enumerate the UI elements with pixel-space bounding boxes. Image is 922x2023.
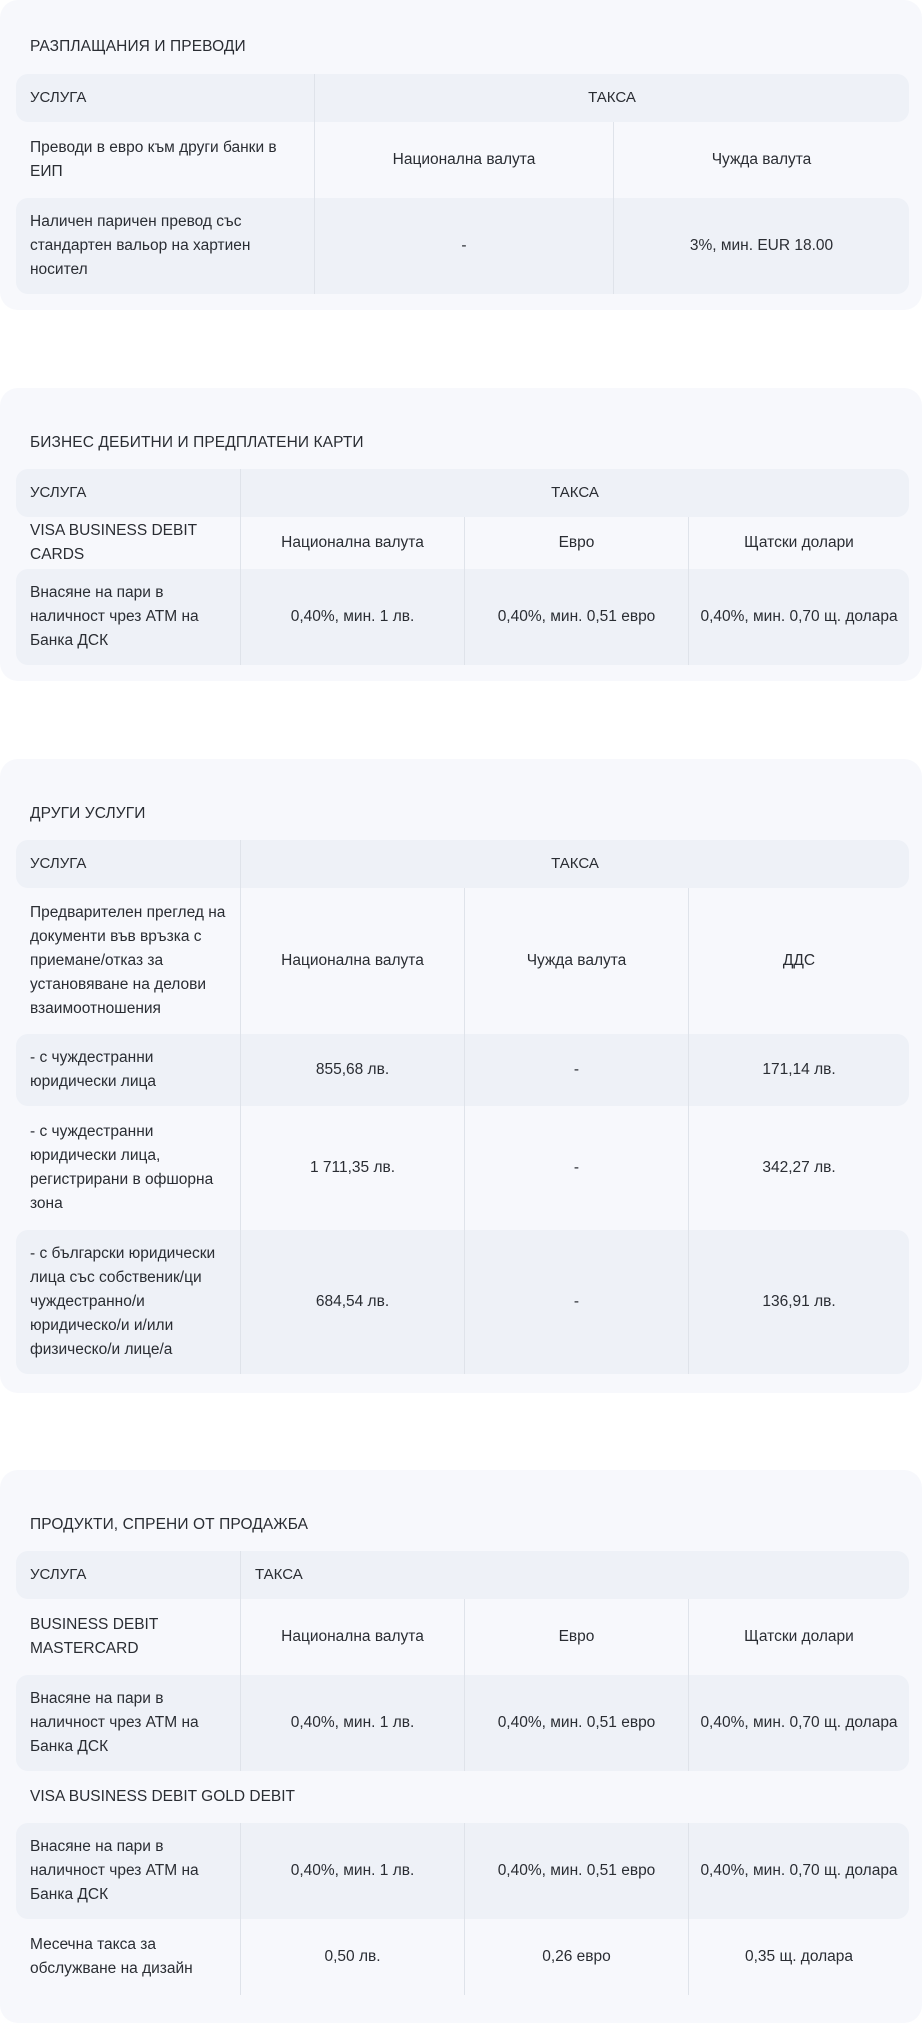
row-service: Наличен паричен превод със стандартен вальор на хартиен носител	[16, 198, 314, 294]
table-row	[16, 1230, 909, 1374]
row-service: Внасяне на пари в наличност чрез АТМ на Банка ДСК	[16, 1675, 240, 1771]
row-value: 0,40%, мин. 1 лв.	[240, 1823, 464, 1919]
row-value: -	[314, 198, 613, 294]
table-row	[16, 1599, 909, 1675]
header-service: УСЛУГА	[16, 840, 240, 888]
table-row	[16, 1823, 909, 1919]
fee-table	[16, 1551, 909, 1995]
row-value: -	[464, 1106, 688, 1230]
row-value: 0,40%, мин. 0,51 евро	[464, 569, 688, 665]
row-value: Евро	[464, 517, 688, 569]
row-value: 0,35 щ. долара	[688, 1919, 909, 1995]
section-title: БИЗНЕС ДЕБИТНИ И ПРЕДПЛАТЕНИ КАРТИ	[30, 434, 364, 451]
table-subheading-row	[16, 1771, 909, 1823]
header-fee: ТАКСА	[314, 74, 909, 122]
header-service: УСЛУГА	[16, 74, 314, 122]
row-service: VISA BUSINESS DEBIT CARDS	[30, 522, 197, 563]
row-value: 136,91 лв.	[688, 1230, 909, 1374]
row-value: 1 711,35 лв.	[240, 1106, 464, 1230]
row-value: Национална валута	[240, 517, 464, 569]
table-row	[16, 1675, 909, 1771]
subheading: VISA BUSINESS DEBIT GOLD DEBIT	[30, 1788, 296, 1805]
row-value: Чужда валута	[613, 122, 909, 198]
row-value: ДДС	[688, 888, 909, 1034]
fee-table	[16, 840, 909, 1374]
row-value: 0,40%, мин. 1 лв.	[240, 1675, 464, 1771]
row-value: 342,27 лв.	[688, 1106, 909, 1230]
row-value: 0,40%, мин. 0,70 щ. долара	[688, 1823, 909, 1919]
header-fee: ТАКСА	[240, 1551, 909, 1599]
header-service: УСЛУГА	[16, 1551, 240, 1599]
table-row	[16, 569, 909, 665]
table-row	[16, 517, 909, 569]
table-row	[16, 198, 909, 294]
row-service: - с чуждестранни юридически лица, регистрирани в офшорна зона	[30, 1123, 214, 1212]
section-other-services	[0, 759, 922, 1393]
row-service: Предварителен преглед на документи във връзка с приемане/отказ за установяване на делови взаимоотношения	[30, 904, 226, 1017]
row-value: Щатски долари	[688, 517, 909, 569]
row-service: Преводи в евро към други банки в ЕИП	[30, 139, 277, 180]
section-business-cards	[0, 388, 922, 681]
row-value: 0,40%, мин. 0,70 щ. долара	[688, 569, 909, 665]
header-fee: ТАКСА	[240, 469, 909, 517]
row-value: Национална валута	[314, 122, 613, 198]
row-service: Внасяне на пари в наличност чрез АТМ на Банка ДСК	[16, 1823, 240, 1919]
table-row	[16, 1919, 909, 1995]
row-value: Национална валута	[240, 888, 464, 1034]
table-row	[16, 1034, 909, 1106]
row-service: - с чуждестранни юридически лица	[16, 1034, 240, 1106]
header-service: УСЛУГА	[16, 469, 240, 517]
row-value: 0,40%, мин. 1 лв.	[240, 569, 464, 665]
row-service: - с български юридически лица със собственик/ци чуждестранно/и юридическо/и и/или физическо/и лице/а	[16, 1230, 240, 1374]
row-value: 0,40%, мин. 0,51 евро	[464, 1675, 688, 1771]
table-header-row	[16, 469, 909, 517]
row-value: Евро	[464, 1599, 688, 1675]
row-value: Чужда валута	[464, 888, 688, 1034]
section-title: РАЗПЛАЩАНИЯ И ПРЕВОДИ	[30, 38, 246, 55]
row-value: 3%, мин. EUR 18.00	[613, 198, 909, 294]
row-service: BUSINESS DEBIT MASTERCARD	[30, 1616, 159, 1657]
section-payments	[0, 0, 922, 310]
row-service: Месечна такса за обслужване на дизайн	[30, 1936, 193, 1977]
row-value: Щатски долари	[688, 1599, 909, 1675]
table-header-row	[16, 1551, 909, 1599]
row-value: 171,14 лв.	[688, 1034, 909, 1106]
fee-table	[16, 74, 909, 294]
row-value: -	[464, 1034, 688, 1106]
table-header-row	[16, 74, 909, 122]
table-row	[16, 1106, 909, 1230]
table-row	[16, 888, 909, 1034]
row-value: 684,54 лв.	[240, 1230, 464, 1374]
fee-table	[16, 469, 909, 665]
row-value: 0,26 евро	[464, 1919, 688, 1995]
header-fee: ТАКСА	[240, 840, 909, 888]
row-value: -	[464, 1230, 688, 1374]
table-header-row	[16, 840, 909, 888]
row-service: Внасяне на пари в наличност чрез АТМ на Банка ДСК	[16, 569, 240, 665]
row-value: 0,40%, мин. 0,70 щ. долара	[688, 1675, 909, 1771]
row-value: 0,40%, мин. 0,51 евро	[464, 1823, 688, 1919]
row-value: Национална валута	[240, 1599, 464, 1675]
table-row	[16, 122, 909, 198]
section-title: ПРОДУКТИ, СПРЕНИ ОТ ПРОДАЖБА	[30, 1516, 309, 1533]
section-discontinued-products	[0, 1470, 922, 2023]
row-value: 0,50 лв.	[240, 1919, 464, 1995]
row-value: 855,68 лв.	[240, 1034, 464, 1106]
section-title: ДРУГИ УСЛУГИ	[30, 805, 146, 822]
